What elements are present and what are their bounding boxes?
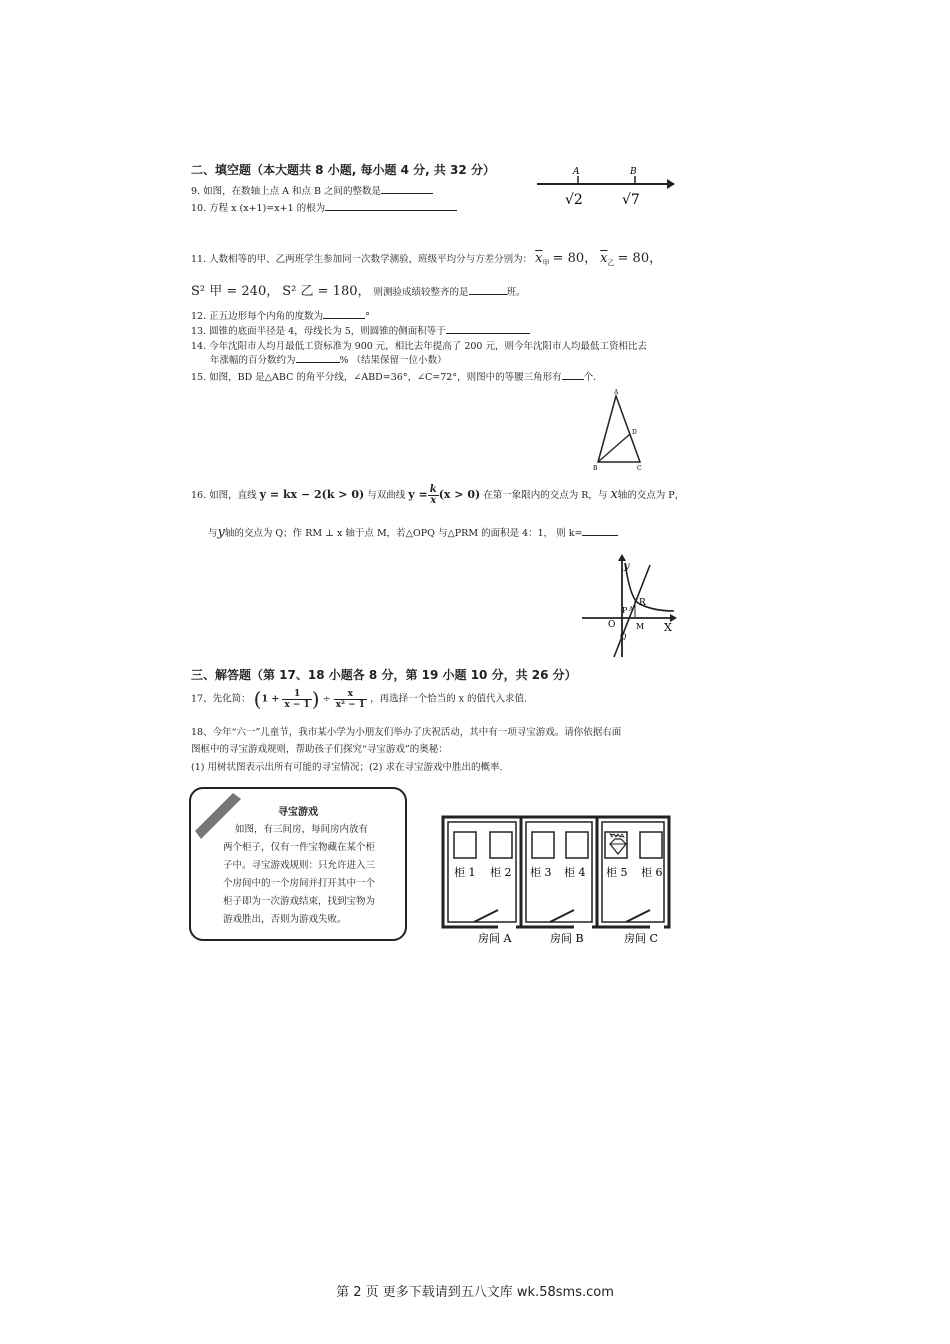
question-17-text: ，再选择一个恰当的 x 的值代入求值.	[370, 693, 527, 705]
question-18-line2: 图框中的寻宝游戏规则，帮助孩子们探究“寻宝游戏”的奥秘：	[191, 744, 448, 755]
divide-sign: ÷	[322, 693, 331, 705]
degree-unit: °	[365, 311, 370, 322]
question-16-text: 轴的交点为 P，	[617, 490, 685, 501]
question-11-text: 11. 人数相等的甲、乙两班学生参加同一次数学测验，班级平均分与方差分别为：	[191, 254, 533, 265]
hyperbola-condition: (x > 0)	[438, 488, 481, 501]
door-a[interactable]	[474, 910, 516, 927]
graph-label-x: X	[664, 621, 672, 634]
question-11-text: 班。	[506, 287, 526, 298]
section-2-title: 二、填空题（本大题共 8 小题, 每小题 4 分, 共 32 分）	[191, 163, 495, 177]
vertex-d: D	[632, 429, 637, 436]
room-name-a: 房间 A	[478, 932, 512, 945]
question-10	[191, 200, 457, 214]
subscript: 乙	[607, 258, 615, 267]
vertex-b: B	[593, 465, 598, 472]
fraction-2: $\frac{x}{\text{x² − 1}}$	[335, 688, 366, 710]
answer-blank[interactable]	[469, 284, 507, 295]
answer-blank[interactable]	[562, 369, 584, 380]
question-16-line1	[191, 485, 684, 506]
graph-label-y: y	[624, 561, 630, 572]
cabinet-4[interactable]	[566, 832, 588, 858]
cabinet-label: 柜 3	[530, 866, 552, 879]
question-14-line1: 14. 今年沈阳市人均月最低工资标准为 900 元，相比去年提高了 200 元，则今年沈阳市人均最低工资相比去	[191, 341, 647, 352]
question-12-text: 12. 正五边形每个内角的度数为	[191, 311, 324, 322]
game-rule-line: 柜子即为一次游戏结束，找到宝物为	[223, 896, 376, 907]
question-16-text: 在第一象限内的交点为 R，与	[483, 490, 608, 501]
game-rules-box	[189, 787, 407, 941]
cabinet-2[interactable]	[490, 832, 512, 858]
graph-label-o: O	[608, 620, 616, 630]
cabinet-label: 柜 6	[641, 866, 663, 879]
x-axis-symbol: x	[610, 487, 618, 502]
answer-blank[interactable]	[325, 200, 457, 211]
number-line-figure	[535, 162, 675, 210]
door-c[interactable]	[626, 910, 664, 927]
vertex-a: A	[614, 389, 619, 396]
question-15	[191, 369, 596, 383]
fraction-1: $\frac{1}{x - 1}$	[284, 688, 310, 710]
question-16-text: 轴的交点为 Q；作 RM ⊥ x 轴于点 M，若△OPQ 与△PRM 的面积是 4：1， 则 k=	[224, 528, 583, 539]
question-16-line2	[208, 525, 618, 540]
question-14-text: 年涨幅的百分数约为	[210, 355, 296, 366]
function-graph-figure	[578, 553, 678, 659]
cabinet-3[interactable]	[532, 832, 554, 858]
question-17-text: 17、先化简：	[191, 693, 251, 705]
mean-value: = 80，	[552, 251, 598, 266]
question-18-line1: 18、今年“六一”儿童节，我市某小学为小朋友们举办了庆祝活动，其中有一项寻宝游戏。请你依据右面	[191, 727, 622, 738]
page-footer: 第 2 页 更多下载请到五八文库 wk.58sms.com	[336, 1285, 614, 1300]
label-sqrt2: √2	[565, 192, 583, 208]
question-17: 17、先化简： (1 + $\frac{1}{x - 1}$ ) ÷ $\frac{x}{\text{x² − 1}}$ ，再选择一个恰当的 x 的值代入求值.	[191, 687, 527, 711]
mean-value: = 80，	[617, 251, 663, 266]
game-rules-title: 寻宝游戏	[278, 807, 318, 818]
label-a: A	[573, 167, 580, 177]
question-15-text: 个.	[583, 372, 597, 383]
cabinet-6[interactable]	[640, 832, 662, 858]
label-sqrt7: √7	[622, 192, 640, 208]
game-rule-line: 两个柜子，仅有一件宝物藏在某个柜	[223, 842, 376, 853]
variance: S² 甲 = 240，	[191, 284, 280, 299]
question-13-text: 13. 圆锥的底面半径是 4，母线长为 5，则圆锥的侧面积等于	[191, 326, 446, 337]
graph-label-a: A	[629, 606, 634, 613]
graph-label-p: P	[622, 606, 628, 615]
graph-label-m: M	[636, 622, 645, 631]
subscript: 甲	[542, 258, 550, 267]
question-11-line2	[191, 280, 526, 299]
hyperbola-fraction: $\frac{k}{x}$	[429, 484, 437, 506]
answer-blank[interactable]	[582, 525, 618, 536]
game-rule-line: 如图，有三间房，每间房内放有	[235, 824, 369, 835]
game-rule-line: 游戏胜出，否则为游戏失败。	[223, 914, 347, 925]
question-13	[191, 323, 530, 337]
expression-term: 1 +	[261, 693, 280, 705]
cabinet-1[interactable]	[454, 832, 476, 858]
hyperbola-equation: y =	[408, 488, 428, 501]
cabinet-label: 柜 1	[454, 866, 476, 879]
door-b[interactable]	[550, 910, 592, 927]
graph-label-q: Q	[620, 632, 627, 641]
graph-label-r: R	[639, 598, 646, 608]
question-16-text: 与双曲线	[367, 490, 406, 501]
question-14-line2	[210, 352, 447, 366]
y-axis-symbol: y	[217, 525, 225, 540]
answer-blank[interactable]	[296, 352, 340, 363]
room-name-b: 房间 B	[550, 932, 584, 945]
mean-symbol: $\overline{x}$	[535, 251, 543, 266]
question-12	[191, 308, 370, 322]
room-name-c: 房间 C	[624, 932, 658, 945]
variance: S² 乙 = 180，	[282, 284, 371, 299]
question-15-text: 15. 如图，BD 是△ABC 的角平分线，∠ABD=36°，∠C=72°，则图中的等腰三角形有	[191, 372, 562, 383]
question-14-text: % （结果保留一位小数）	[339, 355, 447, 366]
question-18-line3: (1) 用树状图表示出所有可能的寻宝情况；(2) 求在寻宝游戏中胜出的概率.	[191, 762, 503, 773]
question-16-text: 与	[208, 528, 218, 539]
answer-blank[interactable]	[446, 323, 530, 334]
triangle-figure	[590, 388, 650, 474]
cabinet-label: 柜 2	[490, 866, 512, 879]
answer-blank[interactable]	[381, 183, 433, 194]
cabinet-label: 柜 5	[606, 866, 628, 879]
question-11-text: 则测验成绩较整齐的是	[373, 287, 469, 298]
rooms-figure	[440, 814, 676, 946]
question-10-text: 10. 方程 x (x+1)=x+1 的根为	[191, 203, 326, 214]
mean-symbol: $\overline{x}$	[600, 251, 608, 266]
section-3-title: 三、解答题（第 17、18 小题各 8 分，第 19 小题 10 分，共 26 分）	[191, 668, 577, 682]
question-16-text: 16. 如图，直线	[191, 490, 257, 501]
question-9-text: 9. 如图，在数轴上点 A 和点 B 之间的整数是	[191, 186, 382, 197]
vertex-c: C	[637, 465, 642, 472]
label-b: B	[630, 167, 637, 177]
game-rule-line: 个房间中的一个房间并打开其中一个	[223, 878, 376, 889]
game-rule-line: 子中。寻宝游戏规则：只允许进入三	[223, 860, 376, 871]
cabinet-label: 柜 4	[564, 866, 586, 879]
question-9	[191, 183, 433, 197]
question-11-line1	[191, 247, 662, 268]
answer-blank[interactable]	[323, 308, 365, 319]
line-equation: y = kx − 2(k > 0)	[259, 488, 365, 501]
